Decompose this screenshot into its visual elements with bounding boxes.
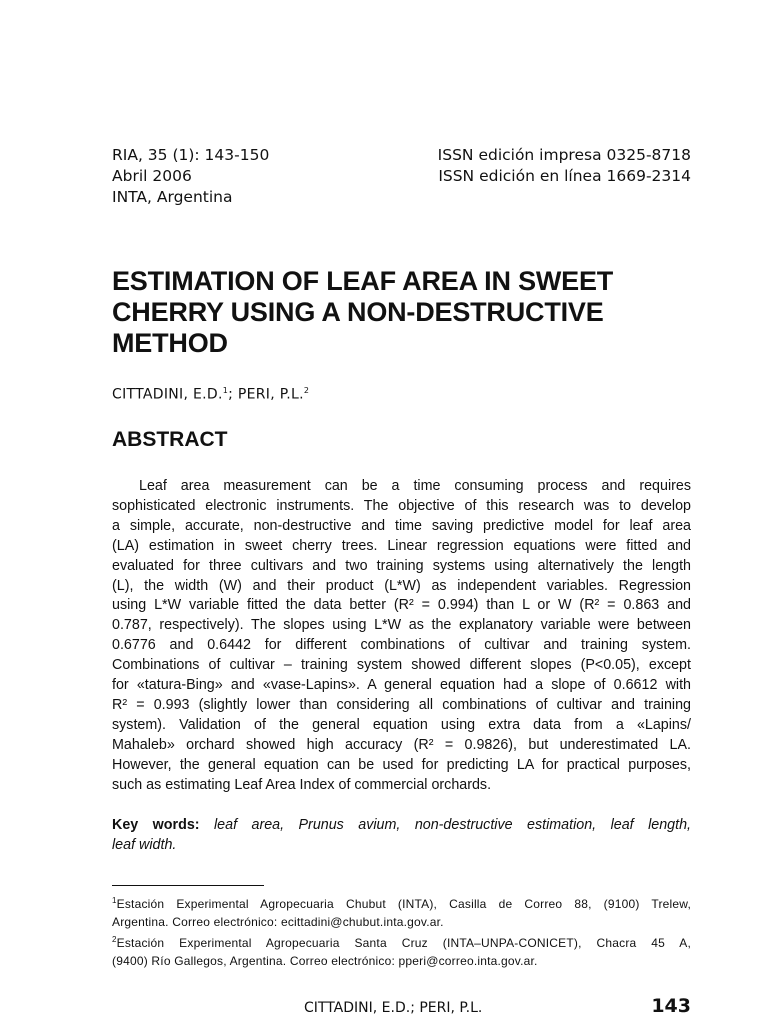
footnote-marker: 2 xyxy=(112,935,117,944)
title-line: ESTIMATION OF LEAF AREA IN SWEET xyxy=(112,266,614,296)
author-separator: ; xyxy=(228,386,238,403)
keywords-label: Key words: xyxy=(112,817,200,833)
abstract-line: a simple, accurate, non-destructive and time saving predictive model for leaf area xyxy=(112,517,691,534)
issn-online: ISSN edición en línea 1669-2314 xyxy=(438,167,691,185)
issn-print: ISSN edición impresa 0325-8718 xyxy=(437,146,691,164)
footnote-marker: 1 xyxy=(112,896,117,905)
abstract-line: evaluated for three cultivars and two training systems using alternatively the length xyxy=(112,557,691,574)
author-name: PERI, P.L. xyxy=(237,386,304,403)
abstract-line: However, the general equation can be used for predicting LA for practical purposes, xyxy=(112,756,691,773)
abstract-line: R² = 0.993 (slightly lower than considering all combinations of cultivar and training xyxy=(112,696,691,713)
publication-date: Abril 2006 xyxy=(112,167,192,185)
footnote-text: Estación Experimental Agropecuaria Santa Cruz (INTA–UNPA-CONICET), Chacra 45 A, xyxy=(116,936,691,950)
abstract-line: 0.6776 and 0.6442 for different combinations of cultivar and training system. xyxy=(112,637,691,654)
page-number: 143 xyxy=(651,995,691,1017)
abstract-line: using L*W variable fitted the data better (R² = 0.994) than L or W (R² = 0.863 and xyxy=(112,597,691,614)
abstract-line: for «tatura-Bing» and «vase-Lapins». A general equation had a slope of 0.6612 with xyxy=(112,677,691,694)
abstract-line: sophisticated electronic instruments. The objective of this research was to develop xyxy=(112,497,691,514)
footnote-text: Argentina. Correo electrónico: ecittadini@chubut.inta.gov.ar. xyxy=(112,914,444,929)
footnote-text: Estación Experimental Agropecuaria Chubut (INTA), Casilla de Correo 88, (9100) Trelew, xyxy=(116,897,691,911)
footnote-rule xyxy=(112,885,264,886)
keywords-terms: leaf area, Prunus avium, non-destructive estimation, leaf length, xyxy=(214,817,691,833)
abstract-line: Mahaleb» orchard showed high accuracy (R² = 0.9826), but underestimated LA. xyxy=(112,736,691,753)
abstract-line: (LA) estimation in sweet cherry trees. Linear regression equations were fitted and xyxy=(112,537,691,554)
abstract-line: (L), the width (W) and their product (L*W) as independent variables. Regression xyxy=(112,577,691,594)
running-head: CITTADINI, E.D.; PERI, P.L. xyxy=(304,1000,483,1016)
footnote-2 xyxy=(112,931,691,953)
keywords xyxy=(112,815,691,855)
publisher: INTA, Argentina xyxy=(112,188,233,206)
abstract-line: such as estimating Leaf Area Index of commercial orchards. xyxy=(112,776,492,793)
title-line: METHOD xyxy=(112,328,228,358)
abstract-body xyxy=(112,477,691,796)
abstract-line: Combinations of cultivar – training system showed different slopes (P<0.05), except xyxy=(112,657,691,674)
keywords-terms-continued: leaf width. xyxy=(112,837,177,853)
author-name: CITTADINI, E.D. xyxy=(112,386,223,403)
issn-info xyxy=(438,145,691,187)
footnotes xyxy=(112,892,691,970)
abstract-line: system). Validation of the general equation using extra data from a «Lapins/ xyxy=(112,716,691,733)
title-line: CHERRY USING A NON-DESTRUCTIVE xyxy=(112,297,604,327)
abstract-line: Leaf area measurement can be a time consuming process and requires xyxy=(139,478,691,494)
authors xyxy=(112,386,309,403)
footnote-text: (9400) Río Gallegos, Argentina. Correo electrónico: pperi@correo.inta.gov.ar. xyxy=(112,953,538,968)
abstract-heading: ABSTRACT xyxy=(112,428,228,451)
footnote-1 xyxy=(112,892,691,914)
article-title xyxy=(112,266,672,359)
author-affiliation-mark: 2 xyxy=(303,386,310,395)
abstract-line: 0.787, respectively). The slopes using L*W as the explanatory variable were between xyxy=(112,617,691,634)
journal-citation: RIA, 35 (1): 143-150 xyxy=(112,146,270,164)
author-affiliation-mark: 1 xyxy=(222,386,229,395)
publication-info xyxy=(112,145,269,208)
